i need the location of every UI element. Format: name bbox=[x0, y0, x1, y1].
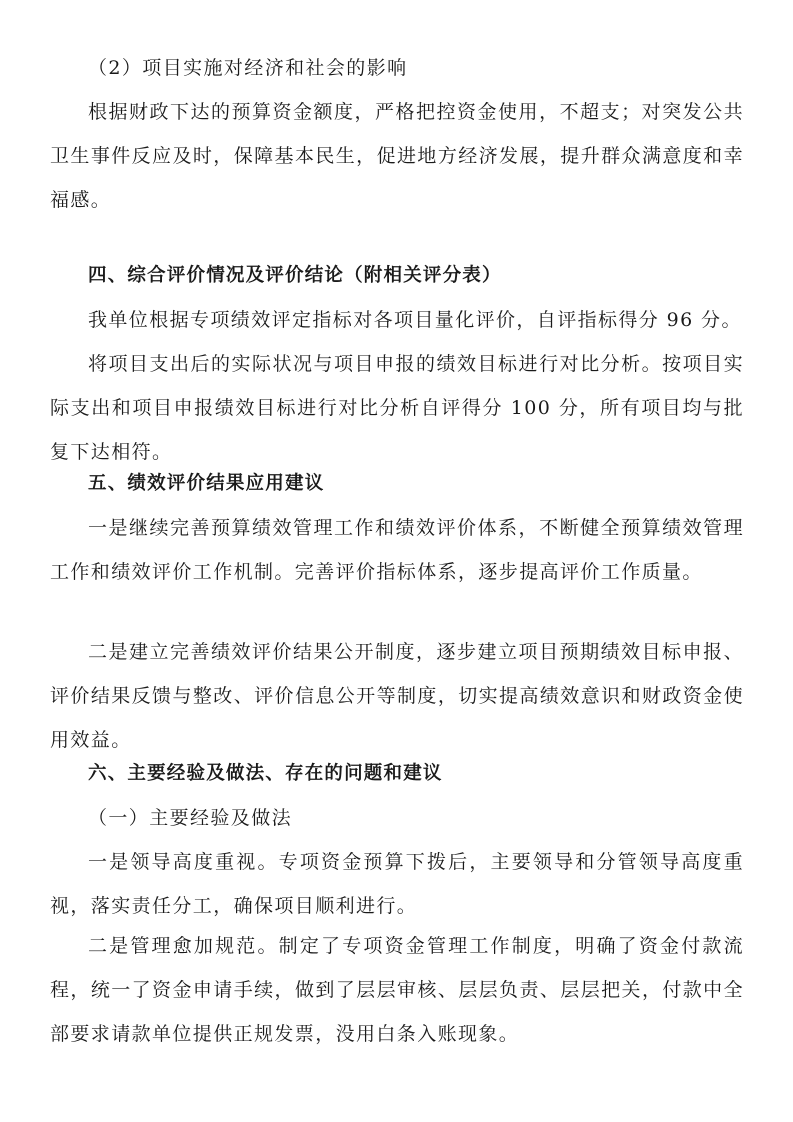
section-heading-experience-problems: 六、主要经验及做法、存在的问题和建议 bbox=[88, 763, 443, 784]
paragraph-experience-one: 一是领导高度重视。专项资金预算下拨后，主要领导和分管领导高度重视，落实责任分工，确保项目顺利进行。 bbox=[50, 851, 744, 917]
subsection-title-economic-social-impact: （2）项目实施对经济和社会的影响 bbox=[88, 57, 408, 79]
paragraph-comparison-analysis: 将项目支出后的实际状况与项目申报的绩效目标进行对比分析。按项目实际支出和项目申报绩效目标进行对比分析自评得分 100 分，所有项目均与批复下达相符。 bbox=[50, 353, 744, 463]
paragraph-budget-control: 根据财政下达的预算资金额度，严格把控资金使用，不超支；对突发公共卫生事件反应及时，保障基本民生，促进地方经济发展，提升群众满意度和幸福感。 bbox=[50, 101, 744, 211]
subsection-title-main-experience: （一）主要经验及做法 bbox=[88, 807, 293, 829]
paragraph-suggestion-one: 一是继续完善预算绩效管理工作和绩效评价体系，不断健全预算绩效管理工作和绩效评价工作机制。完善评价指标体系，逐步提高评价工作质量。 bbox=[50, 517, 744, 583]
section-heading-comprehensive-evaluation: 四、综合评价情况及评价结论（附相关评分表） bbox=[88, 265, 502, 286]
paragraph-self-evaluation-score: 我单位根据专项绩效评定指标对各项目量化评价，自评指标得分 96 分。 bbox=[88, 309, 742, 331]
paragraph-experience-two: 二是管理愈加规范。制定了专项资金管理工作制度，明确了资金付款流程，统一了资金申请手续，做到了层层审核、层层负责、层层把关，付款中全部要求请款单位提供正规发票，没用白条入账现象。 bbox=[50, 935, 744, 1045]
paragraph-suggestion-two: 二是建立完善绩效评价结果公开制度，逐步建立项目预期绩效目标申报、评价结果反馈与整改、评价信息公开等制度，切实提高绩效意识和财政资金使用效益。 bbox=[50, 641, 744, 751]
section-heading-result-application: 五、绩效评价结果应用建议 bbox=[88, 473, 325, 494]
